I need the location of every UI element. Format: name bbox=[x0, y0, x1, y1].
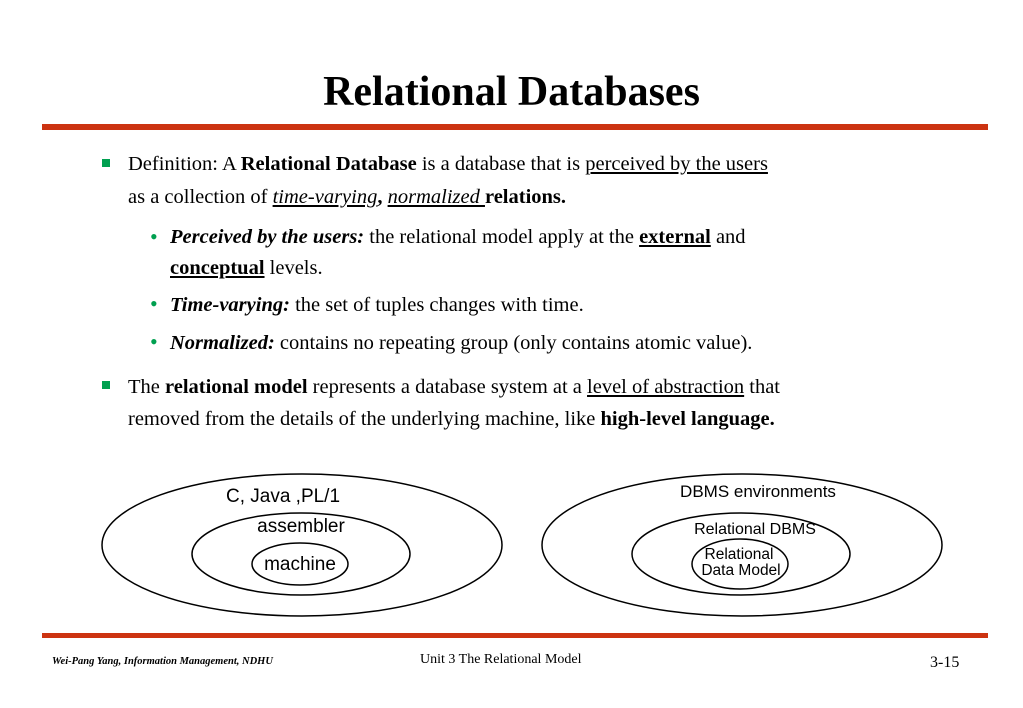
text: level of abstraction bbox=[587, 376, 745, 398]
inner-label-line1: Relational bbox=[704, 546, 774, 563]
footer-author: Wei-Pang Yang, Information Management, NDHU bbox=[52, 656, 273, 667]
text: as a collection of bbox=[128, 186, 273, 208]
dbms-levels-diagram bbox=[542, 474, 942, 616]
text: external bbox=[639, 226, 711, 248]
text: time-varying bbox=[272, 186, 378, 208]
text: Perceived by the users: bbox=[170, 226, 365, 248]
text: removed from the details of the underlying machine, like bbox=[128, 408, 601, 430]
slide-title: Relational Databases bbox=[323, 69, 700, 115]
text: , bbox=[377, 186, 388, 208]
slide-number: 3-15 bbox=[930, 654, 960, 671]
text: the relational model apply at the bbox=[364, 226, 640, 248]
text: normalized bbox=[387, 186, 485, 208]
language-levels-diagram bbox=[102, 474, 502, 616]
text: Normalized: bbox=[170, 332, 275, 354]
inner-label-line2: Data Model bbox=[701, 562, 781, 579]
text: the set of tuples changes with time. bbox=[289, 294, 584, 316]
text: contains no repeating group (only contains atomic value). bbox=[274, 332, 753, 354]
text: relational model bbox=[165, 376, 308, 398]
footer-divider bbox=[42, 633, 988, 638]
text: relations. bbox=[484, 186, 567, 208]
footer-unit-title: Unit 3 The Relational Model bbox=[420, 652, 582, 667]
text: and bbox=[710, 226, 746, 248]
text: Relational Database bbox=[240, 153, 417, 175]
dot-bullet-icon: • bbox=[150, 291, 158, 316]
dot-bullet-icon: • bbox=[150, 224, 158, 249]
dot-bullet-icon: • bbox=[150, 329, 158, 354]
text: levels. bbox=[264, 257, 323, 279]
text: high-level language. bbox=[600, 408, 775, 430]
outer-label: C, Java ,PL/1 bbox=[225, 486, 341, 507]
text: represents a database system at a bbox=[307, 376, 588, 398]
outer-label: DBMS environments bbox=[680, 482, 836, 501]
text: that bbox=[744, 376, 781, 398]
text: is a database that is bbox=[416, 153, 586, 175]
inner-label: machine bbox=[264, 554, 336, 575]
text: Time-varying: bbox=[170, 294, 290, 316]
text: Definition: A bbox=[128, 153, 241, 175]
text: perceived by the users bbox=[585, 153, 768, 175]
middle-label: assembler bbox=[257, 516, 345, 537]
text: conceptual bbox=[170, 257, 265, 279]
middle-label: Relational DBMS bbox=[694, 521, 816, 538]
text: The bbox=[128, 376, 165, 398]
